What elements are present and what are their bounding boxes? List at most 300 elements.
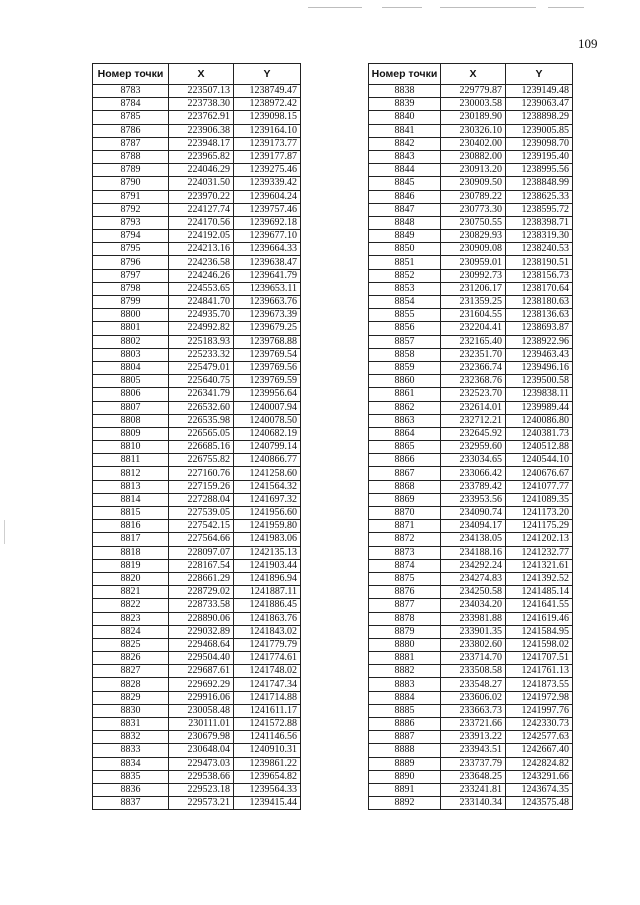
y-coordinate-cell: 1241843.02 bbox=[234, 625, 301, 638]
y-coordinate-cell: 1241748.02 bbox=[234, 665, 301, 678]
x-coordinate-cell: 233508.58 bbox=[441, 665, 506, 678]
y-coordinate-cell: 1239679.25 bbox=[234, 322, 301, 335]
table-row bbox=[93, 454, 301, 467]
table-row bbox=[369, 282, 573, 295]
y-coordinate-cell: 1239063.47 bbox=[506, 98, 573, 111]
y-coordinate-cell: 1238319.30 bbox=[506, 230, 573, 243]
y-coordinate-cell: 1239500.58 bbox=[506, 375, 573, 388]
y-coordinate-cell: 1241779.79 bbox=[234, 638, 301, 651]
point-number-cell: 8815 bbox=[93, 507, 169, 520]
x-coordinate-cell: 234094.17 bbox=[441, 520, 506, 533]
y-coordinate-cell: 1238180.63 bbox=[506, 296, 573, 309]
x-coordinate-cell: 223762.91 bbox=[169, 111, 234, 124]
table-row bbox=[369, 546, 573, 559]
table-row bbox=[93, 177, 301, 190]
point-number-cell: 8792 bbox=[93, 203, 169, 216]
y-coordinate-cell: 1239463.43 bbox=[506, 348, 573, 361]
point-number-cell: 8859 bbox=[369, 361, 441, 374]
point-number-cell: 8847 bbox=[369, 203, 441, 216]
x-coordinate-cell: 232204.41 bbox=[441, 322, 506, 335]
point-number-cell: 8800 bbox=[93, 309, 169, 322]
x-coordinate-cell: 225233.32 bbox=[169, 348, 234, 361]
y-coordinate-cell: 1242135.13 bbox=[234, 546, 301, 559]
table-row bbox=[93, 203, 301, 216]
point-number-cell: 8843 bbox=[369, 150, 441, 163]
point-number-cell: 8783 bbox=[93, 85, 169, 98]
table-row bbox=[93, 467, 301, 480]
point-number-cell: 8817 bbox=[93, 533, 169, 546]
x-coordinate-cell: 233913.22 bbox=[441, 731, 506, 744]
table-row bbox=[369, 256, 573, 269]
x-coordinate-cell: 226341.79 bbox=[169, 388, 234, 401]
x-coordinate-cell: 230773.30 bbox=[441, 203, 506, 216]
y-coordinate-cell: 1239173.77 bbox=[234, 137, 301, 150]
x-coordinate-cell: 228733.58 bbox=[169, 599, 234, 612]
table-row bbox=[369, 348, 573, 361]
x-coordinate-cell: 229779.87 bbox=[441, 85, 506, 98]
table-row bbox=[93, 256, 301, 269]
table-row bbox=[93, 652, 301, 665]
point-number-cell: 8804 bbox=[93, 361, 169, 374]
x-coordinate-cell: 229032.89 bbox=[169, 625, 234, 638]
point-number-cell: 8876 bbox=[369, 586, 441, 599]
table-row bbox=[93, 520, 301, 533]
table-row bbox=[369, 164, 573, 177]
column-header-x: X bbox=[169, 64, 234, 85]
y-coordinate-cell: 1241983.06 bbox=[234, 533, 301, 546]
y-coordinate-cell: 1239664.33 bbox=[234, 243, 301, 256]
x-coordinate-cell: 227564.66 bbox=[169, 533, 234, 546]
y-coordinate-cell: 1240544.10 bbox=[506, 454, 573, 467]
table-row bbox=[93, 269, 301, 282]
x-coordinate-cell: 227539.05 bbox=[169, 507, 234, 520]
y-coordinate-cell: 1241146.56 bbox=[234, 731, 301, 744]
table-row bbox=[93, 441, 301, 454]
x-coordinate-cell: 225479.01 bbox=[169, 361, 234, 374]
table-row bbox=[93, 296, 301, 309]
table-row bbox=[369, 296, 573, 309]
table-row bbox=[93, 665, 301, 678]
table-row bbox=[369, 599, 573, 612]
x-coordinate-cell: 232523.70 bbox=[441, 388, 506, 401]
x-coordinate-cell: 223906.38 bbox=[169, 124, 234, 137]
table-row bbox=[369, 731, 573, 744]
y-coordinate-cell: 1241959.80 bbox=[234, 520, 301, 533]
y-coordinate-cell: 1238749.47 bbox=[234, 85, 301, 98]
y-coordinate-cell: 1241761.13 bbox=[506, 665, 573, 678]
x-coordinate-cell: 228661.29 bbox=[169, 572, 234, 585]
y-coordinate-cell: 1241747.34 bbox=[234, 678, 301, 691]
x-coordinate-cell: 226565.05 bbox=[169, 427, 234, 440]
point-number-cell: 8795 bbox=[93, 243, 169, 256]
point-number-cell: 8786 bbox=[93, 124, 169, 137]
table-header-row bbox=[369, 64, 573, 85]
point-number-cell: 8818 bbox=[93, 546, 169, 559]
y-coordinate-cell: 1241886.45 bbox=[234, 599, 301, 612]
point-number-cell: 8842 bbox=[369, 137, 441, 150]
point-number-cell: 8798 bbox=[93, 282, 169, 295]
point-number-cell: 8809 bbox=[93, 427, 169, 440]
y-coordinate-cell: 1238595.72 bbox=[506, 203, 573, 216]
x-coordinate-cell: 234274.83 bbox=[441, 572, 506, 585]
table-row bbox=[369, 414, 573, 427]
table-row bbox=[369, 480, 573, 493]
x-coordinate-cell: 230679.98 bbox=[169, 731, 234, 744]
table-row bbox=[369, 322, 573, 335]
scan-artifact-edge bbox=[4, 520, 5, 544]
y-coordinate-cell: 1239098.15 bbox=[234, 111, 301, 124]
y-coordinate-cell: 1241202.13 bbox=[506, 533, 573, 546]
x-coordinate-cell: 230913.20 bbox=[441, 164, 506, 177]
point-number-cell: 8884 bbox=[369, 691, 441, 704]
y-coordinate-cell: 1239677.10 bbox=[234, 230, 301, 243]
table-row bbox=[369, 533, 573, 546]
table-row bbox=[93, 361, 301, 374]
point-number-cell: 8805 bbox=[93, 375, 169, 388]
x-coordinate-cell: 224841.70 bbox=[169, 296, 234, 309]
y-coordinate-cell: 1239164.10 bbox=[234, 124, 301, 137]
table-row bbox=[93, 388, 301, 401]
x-coordinate-cell: 233548.27 bbox=[441, 678, 506, 691]
x-coordinate-cell: 232165.40 bbox=[441, 335, 506, 348]
table-row bbox=[93, 797, 301, 810]
point-number-cell: 8802 bbox=[93, 335, 169, 348]
table-row bbox=[93, 546, 301, 559]
y-coordinate-cell: 1239195.40 bbox=[506, 150, 573, 163]
y-coordinate-cell: 1241896.94 bbox=[234, 572, 301, 585]
y-coordinate-cell: 1243291.66 bbox=[506, 770, 573, 783]
y-coordinate-cell: 1241584.95 bbox=[506, 625, 573, 638]
table-row bbox=[369, 230, 573, 243]
y-coordinate-cell: 1239604.24 bbox=[234, 190, 301, 203]
x-coordinate-cell: 233789.42 bbox=[441, 480, 506, 493]
point-number-cell: 8869 bbox=[369, 493, 441, 506]
table-row bbox=[93, 282, 301, 295]
x-coordinate-cell: 223507.13 bbox=[169, 85, 234, 98]
y-coordinate-cell: 1238156.73 bbox=[506, 269, 573, 282]
x-coordinate-cell: 234250.58 bbox=[441, 586, 506, 599]
y-coordinate-cell: 1238922.96 bbox=[506, 335, 573, 348]
point-number-cell: 8831 bbox=[93, 718, 169, 731]
x-coordinate-cell: 224236.58 bbox=[169, 256, 234, 269]
table-row bbox=[369, 85, 573, 98]
x-coordinate-cell: 229504.40 bbox=[169, 652, 234, 665]
point-number-cell: 8848 bbox=[369, 216, 441, 229]
point-number-cell: 8887 bbox=[369, 731, 441, 744]
table-row bbox=[369, 572, 573, 585]
x-coordinate-cell: 223948.17 bbox=[169, 137, 234, 150]
table-row bbox=[93, 137, 301, 150]
x-coordinate-cell: 226755.82 bbox=[169, 454, 234, 467]
x-coordinate-cell: 226532.60 bbox=[169, 401, 234, 414]
x-coordinate-cell: 232368.76 bbox=[441, 375, 506, 388]
x-coordinate-cell: 230111.01 bbox=[169, 718, 234, 731]
x-coordinate-cell: 230058.48 bbox=[169, 704, 234, 717]
x-coordinate-cell: 230750.55 bbox=[441, 216, 506, 229]
table-row bbox=[93, 559, 301, 572]
x-coordinate-cell: 230909.50 bbox=[441, 177, 506, 190]
point-number-cell: 8852 bbox=[369, 269, 441, 282]
x-coordinate-cell: 234090.74 bbox=[441, 507, 506, 520]
y-coordinate-cell: 1239641.79 bbox=[234, 269, 301, 282]
y-coordinate-cell: 1241089.35 bbox=[506, 493, 573, 506]
y-coordinate-cell: 1241972.98 bbox=[506, 691, 573, 704]
x-coordinate-cell: 232712.21 bbox=[441, 414, 506, 427]
table-row bbox=[369, 797, 573, 810]
table-row bbox=[369, 388, 573, 401]
y-coordinate-cell: 1239838.11 bbox=[506, 388, 573, 401]
point-number-cell: 8822 bbox=[93, 599, 169, 612]
point-number-cell: 8814 bbox=[93, 493, 169, 506]
x-coordinate-cell: 228729.02 bbox=[169, 586, 234, 599]
point-number-cell: 8826 bbox=[93, 652, 169, 665]
y-coordinate-cell: 1240078.50 bbox=[234, 414, 301, 427]
y-coordinate-cell: 1238240.53 bbox=[506, 243, 573, 256]
y-coordinate-cell: 1239663.76 bbox=[234, 296, 301, 309]
point-number-cell: 8851 bbox=[369, 256, 441, 269]
x-coordinate-cell: 225640.75 bbox=[169, 375, 234, 388]
table-row bbox=[93, 216, 301, 229]
point-number-cell: 8853 bbox=[369, 282, 441, 295]
point-number-cell: 8836 bbox=[93, 783, 169, 796]
y-coordinate-cell: 1243674.35 bbox=[506, 783, 573, 796]
x-coordinate-cell: 233714.70 bbox=[441, 652, 506, 665]
y-coordinate-cell: 1241485.14 bbox=[506, 586, 573, 599]
y-coordinate-cell: 1242330.73 bbox=[506, 718, 573, 731]
point-number-cell: 8789 bbox=[93, 164, 169, 177]
x-coordinate-cell: 226685.16 bbox=[169, 441, 234, 454]
x-coordinate-cell: 233981.88 bbox=[441, 612, 506, 625]
table-row bbox=[369, 757, 573, 770]
y-coordinate-cell: 1241173.20 bbox=[506, 507, 573, 520]
column-header-y: Y bbox=[234, 64, 301, 85]
y-coordinate-cell: 1240910.31 bbox=[234, 744, 301, 757]
point-number-cell: 8849 bbox=[369, 230, 441, 243]
x-coordinate-cell: 227159.26 bbox=[169, 480, 234, 493]
x-coordinate-cell: 227288.04 bbox=[169, 493, 234, 506]
point-number-cell: 8892 bbox=[369, 797, 441, 810]
scan-artifact-top bbox=[308, 7, 362, 8]
x-coordinate-cell: 232614.01 bbox=[441, 401, 506, 414]
y-coordinate-cell: 1241774.61 bbox=[234, 652, 301, 665]
x-coordinate-cell: 232351.70 bbox=[441, 348, 506, 361]
table-row bbox=[369, 665, 573, 678]
point-number-cell: 8860 bbox=[369, 375, 441, 388]
point-number-cell: 8839 bbox=[369, 98, 441, 111]
y-coordinate-cell: 1238398.71 bbox=[506, 216, 573, 229]
y-coordinate-cell: 1238972.42 bbox=[234, 98, 301, 111]
x-coordinate-cell: 230648.04 bbox=[169, 744, 234, 757]
x-coordinate-cell: 229468.64 bbox=[169, 638, 234, 651]
table-row bbox=[369, 375, 573, 388]
table-row bbox=[369, 559, 573, 572]
x-coordinate-cell: 230326.10 bbox=[441, 124, 506, 137]
y-coordinate-cell: 1240512.88 bbox=[506, 441, 573, 454]
x-coordinate-cell: 234138.05 bbox=[441, 533, 506, 546]
y-coordinate-cell: 1241232.77 bbox=[506, 546, 573, 559]
table-row bbox=[93, 230, 301, 243]
table-row bbox=[369, 783, 573, 796]
table-header-row bbox=[93, 64, 301, 85]
table-row bbox=[93, 124, 301, 137]
x-coordinate-cell: 230882.00 bbox=[441, 150, 506, 163]
table-row bbox=[369, 454, 573, 467]
column-header-y: Y bbox=[506, 64, 573, 85]
x-coordinate-cell: 227160.76 bbox=[169, 467, 234, 480]
table-row bbox=[369, 691, 573, 704]
point-number-cell: 8877 bbox=[369, 599, 441, 612]
x-coordinate-cell: 229687.61 bbox=[169, 665, 234, 678]
table-row bbox=[369, 520, 573, 533]
x-coordinate-cell: 223738.30 bbox=[169, 98, 234, 111]
point-number-cell: 8870 bbox=[369, 507, 441, 520]
table-row bbox=[369, 467, 573, 480]
y-coordinate-cell: 1239098.70 bbox=[506, 137, 573, 150]
table-row bbox=[93, 704, 301, 717]
table-row bbox=[369, 150, 573, 163]
x-coordinate-cell: 232959.60 bbox=[441, 441, 506, 454]
y-coordinate-cell: 1239415.44 bbox=[234, 797, 301, 810]
table-row bbox=[93, 612, 301, 625]
table-row bbox=[369, 704, 573, 717]
x-coordinate-cell: 231604.55 bbox=[441, 309, 506, 322]
table-row bbox=[93, 414, 301, 427]
table-row bbox=[93, 375, 301, 388]
y-coordinate-cell: 1241258.60 bbox=[234, 467, 301, 480]
table-row bbox=[93, 572, 301, 585]
x-coordinate-cell: 233140.34 bbox=[441, 797, 506, 810]
y-coordinate-cell: 1239673.39 bbox=[234, 309, 301, 322]
point-number-cell: 8858 bbox=[369, 348, 441, 361]
y-coordinate-cell: 1241707.51 bbox=[506, 652, 573, 665]
table-row bbox=[369, 243, 573, 256]
table-row bbox=[93, 599, 301, 612]
y-coordinate-cell: 1241997.76 bbox=[506, 704, 573, 717]
point-number-cell: 8813 bbox=[93, 480, 169, 493]
x-coordinate-cell: 224192.05 bbox=[169, 230, 234, 243]
point-number-cell: 8793 bbox=[93, 216, 169, 229]
table-row bbox=[369, 638, 573, 651]
column-header-point: Номер точки bbox=[93, 64, 169, 85]
point-number-cell: 8891 bbox=[369, 783, 441, 796]
y-coordinate-cell: 1240676.67 bbox=[506, 467, 573, 480]
point-number-cell: 8824 bbox=[93, 625, 169, 638]
point-number-cell: 8871 bbox=[369, 520, 441, 533]
table-row bbox=[93, 731, 301, 744]
y-coordinate-cell: 1241956.60 bbox=[234, 507, 301, 520]
table-row bbox=[93, 190, 301, 203]
y-coordinate-cell: 1239757.46 bbox=[234, 203, 301, 216]
point-number-cell: 8806 bbox=[93, 388, 169, 401]
x-coordinate-cell: 224170.56 bbox=[169, 216, 234, 229]
table-row bbox=[369, 770, 573, 783]
y-coordinate-cell: 1239638.47 bbox=[234, 256, 301, 269]
point-number-cell: 8829 bbox=[93, 691, 169, 704]
x-coordinate-cell: 233034.65 bbox=[441, 454, 506, 467]
table-row bbox=[369, 678, 573, 691]
table-row bbox=[369, 718, 573, 731]
table-row bbox=[93, 322, 301, 335]
y-coordinate-cell: 1240381.73 bbox=[506, 427, 573, 440]
point-number-cell: 8861 bbox=[369, 388, 441, 401]
y-coordinate-cell: 1241619.46 bbox=[506, 612, 573, 625]
y-coordinate-cell: 1238136.63 bbox=[506, 309, 573, 322]
y-coordinate-cell: 1241598.02 bbox=[506, 638, 573, 651]
y-coordinate-cell: 1238625.33 bbox=[506, 190, 573, 203]
x-coordinate-cell: 234034.20 bbox=[441, 599, 506, 612]
x-coordinate-cell: 224046.29 bbox=[169, 164, 234, 177]
table-row bbox=[93, 427, 301, 440]
x-coordinate-cell: 232366.74 bbox=[441, 361, 506, 374]
x-coordinate-cell: 233802.60 bbox=[441, 638, 506, 651]
y-coordinate-cell: 1239177.87 bbox=[234, 150, 301, 163]
point-number-cell: 8807 bbox=[93, 401, 169, 414]
table-row bbox=[369, 98, 573, 111]
point-number-cell: 8819 bbox=[93, 559, 169, 572]
x-coordinate-cell: 233721.66 bbox=[441, 718, 506, 731]
point-number-cell: 8868 bbox=[369, 480, 441, 493]
x-coordinate-cell: 224127.74 bbox=[169, 203, 234, 216]
table-row bbox=[93, 638, 301, 651]
table-row bbox=[369, 216, 573, 229]
y-coordinate-cell: 1241873.55 bbox=[506, 678, 573, 691]
point-number-cell: 8866 bbox=[369, 454, 441, 467]
x-coordinate-cell: 233737.79 bbox=[441, 757, 506, 770]
x-coordinate-cell: 224213.16 bbox=[169, 243, 234, 256]
y-coordinate-cell: 1239769.54 bbox=[234, 348, 301, 361]
y-coordinate-cell: 1241611.17 bbox=[234, 704, 301, 717]
coordinates-table-right bbox=[368, 63, 573, 810]
x-coordinate-cell: 233943.51 bbox=[441, 744, 506, 757]
point-number-cell: 8823 bbox=[93, 612, 169, 625]
y-coordinate-cell: 1242824.82 bbox=[506, 757, 573, 770]
x-coordinate-cell: 229916.06 bbox=[169, 691, 234, 704]
y-coordinate-cell: 1238170.64 bbox=[506, 282, 573, 295]
table-row bbox=[369, 507, 573, 520]
point-number-cell: 8833 bbox=[93, 744, 169, 757]
table-row bbox=[93, 164, 301, 177]
x-coordinate-cell: 229538.66 bbox=[169, 770, 234, 783]
point-number-cell: 8840 bbox=[369, 111, 441, 124]
y-coordinate-cell: 1240682.19 bbox=[234, 427, 301, 440]
y-coordinate-cell: 1240086.80 bbox=[506, 414, 573, 427]
table-row bbox=[93, 770, 301, 783]
x-coordinate-cell: 230003.58 bbox=[441, 98, 506, 111]
table-row bbox=[369, 625, 573, 638]
table-row bbox=[369, 335, 573, 348]
table-row bbox=[369, 309, 573, 322]
y-coordinate-cell: 1239861.22 bbox=[234, 757, 301, 770]
point-number-cell: 8890 bbox=[369, 770, 441, 783]
x-coordinate-cell: 224246.26 bbox=[169, 269, 234, 282]
point-number-cell: 8885 bbox=[369, 704, 441, 717]
x-coordinate-cell: 229692.29 bbox=[169, 678, 234, 691]
point-number-cell: 8841 bbox=[369, 124, 441, 137]
table-row bbox=[93, 718, 301, 731]
point-number-cell: 8875 bbox=[369, 572, 441, 585]
y-coordinate-cell: 1241077.77 bbox=[506, 480, 573, 493]
y-coordinate-cell: 1241641.55 bbox=[506, 599, 573, 612]
point-number-cell: 8886 bbox=[369, 718, 441, 731]
x-coordinate-cell: 230189.90 bbox=[441, 111, 506, 124]
point-number-cell: 8825 bbox=[93, 638, 169, 651]
column-header-point: Номер точки bbox=[369, 64, 441, 85]
table-row bbox=[93, 757, 301, 770]
point-number-cell: 8888 bbox=[369, 744, 441, 757]
point-number-cell: 8834 bbox=[93, 757, 169, 770]
y-coordinate-cell: 1239989.44 bbox=[506, 401, 573, 414]
point-number-cell: 8882 bbox=[369, 665, 441, 678]
